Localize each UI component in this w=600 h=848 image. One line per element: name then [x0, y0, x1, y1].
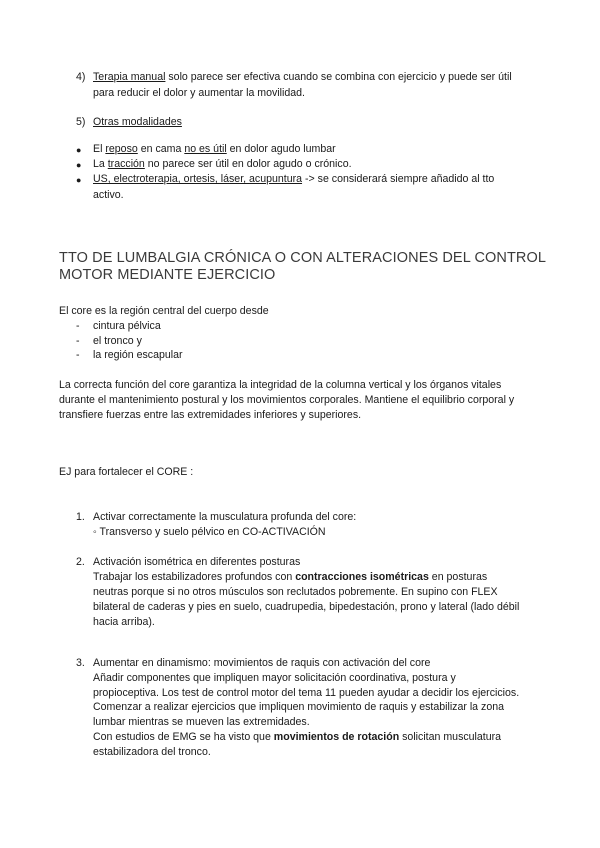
terapia-manual-link: Terapia manual	[93, 71, 166, 83]
bullet-dot: ●	[76, 160, 82, 170]
exercise-2-title: Activación isométrica en diferentes posturas	[93, 556, 301, 568]
bullet-dot: ●	[76, 145, 82, 155]
exercise-2-line: neutras porque si no otros músculos son reclutados pobremente. En supino con FLEX	[93, 586, 498, 598]
bullet-reposo: El reposo en cama no es útil en dolor agudo lumbar	[93, 143, 336, 155]
item4-line1	[93, 70, 512, 85]
exercise-1-sub: ◦ Transverso y suelo pélvico en CO-ACTIVACIÓN	[93, 526, 326, 538]
exercise-3-line: estabilizadora del tronco.	[93, 746, 211, 758]
core-paragraph-line: La correcta función del core garantiza la integridad de la columna vertical y los órganos vitales	[59, 379, 502, 391]
item4-line2: para reducir el dolor y aumentar la movilidad.	[93, 87, 305, 99]
otras-modalidades-link: Otras modalidades	[93, 116, 182, 128]
dash: -	[76, 335, 80, 347]
dash: -	[76, 320, 80, 332]
core-part: cintura pélvica	[93, 320, 161, 332]
bullet-traccion: La tracción no parece ser útil en dolor agudo o crónico.	[93, 158, 352, 170]
list-number-5: 5)	[76, 116, 86, 128]
dash: -	[76, 349, 80, 361]
bullet-us: US, electroterapia, ortesis, láser, acupuntura -> se considerará siempre añadido al tto	[93, 173, 495, 185]
exercise-3-line: Comenzar a realizar ejercicios que impliquen movimiento de raquis y estabilizar la zona	[93, 701, 504, 713]
exercise-3-title: Aumentar en dinamismo: movimientos de raquis con activación del core	[93, 657, 431, 669]
list-number-4: 4)	[76, 71, 86, 83]
exercise-number-3: 3.	[76, 657, 85, 669]
exercise-3-line: propioceptiva. Los test de control motor del tema 11 pueden ayudar a decidir los ejercicios.	[93, 687, 520, 699]
exercise-3-line: lumbar mientras se mueven las extremidades.	[93, 716, 310, 728]
item4-text: solo parece ser efectiva cuando se combina con ejercicio y puede ser útil	[165, 71, 512, 83]
exercise-2-line: Trabajar los estabilizadores profundos con contracciones isométricas en posturas	[93, 571, 488, 583]
item5-line	[93, 115, 182, 130]
core-intro: El core es la región central del cuerpo desde	[59, 305, 269, 317]
section-title-line2: MOTOR MEDIANTE EJERCICIO	[59, 267, 276, 283]
core-part: la región escapular	[93, 349, 183, 361]
section-title-line1: TTO DE LUMBALGIA CRÓNICA O CON ALTERACIONES DEL CONTROL	[59, 250, 547, 266]
ej-heading: EJ para fortalecer el CORE :	[59, 466, 194, 478]
core-paragraph-line: transfiere fuerzas entre las extremidades inferiores y superiores.	[59, 409, 362, 421]
exercise-2-line: hacia arriba).	[93, 616, 155, 628]
exercise-number-1: 1.	[76, 511, 85, 523]
core-paragraph-line: durante el mantenimiento postural y los movimientos corporales. Mantiene el equilibrio corporal y	[59, 394, 515, 406]
exercise-3-line: Con estudios de EMG se ha visto que movimientos de rotación solicitan musculatura	[93, 731, 502, 743]
core-part: el tronco y	[93, 335, 142, 347]
exercise-1-title: Activar correctamente la musculatura profunda del core:	[93, 511, 357, 523]
bullet-dot: ●	[76, 175, 82, 185]
exercise-number-2: 2.	[76, 556, 85, 568]
exercise-3-line: Añadir componentes que impliquen mayor solicitación coordinativa, postura y	[93, 672, 456, 684]
exercise-2-line: bilateral de caderas y pies en suelo, cuadrupedia, bipedestación, prono y lateral (lado débil	[93, 601, 520, 613]
bullet-us-line2: activo.	[93, 189, 124, 201]
